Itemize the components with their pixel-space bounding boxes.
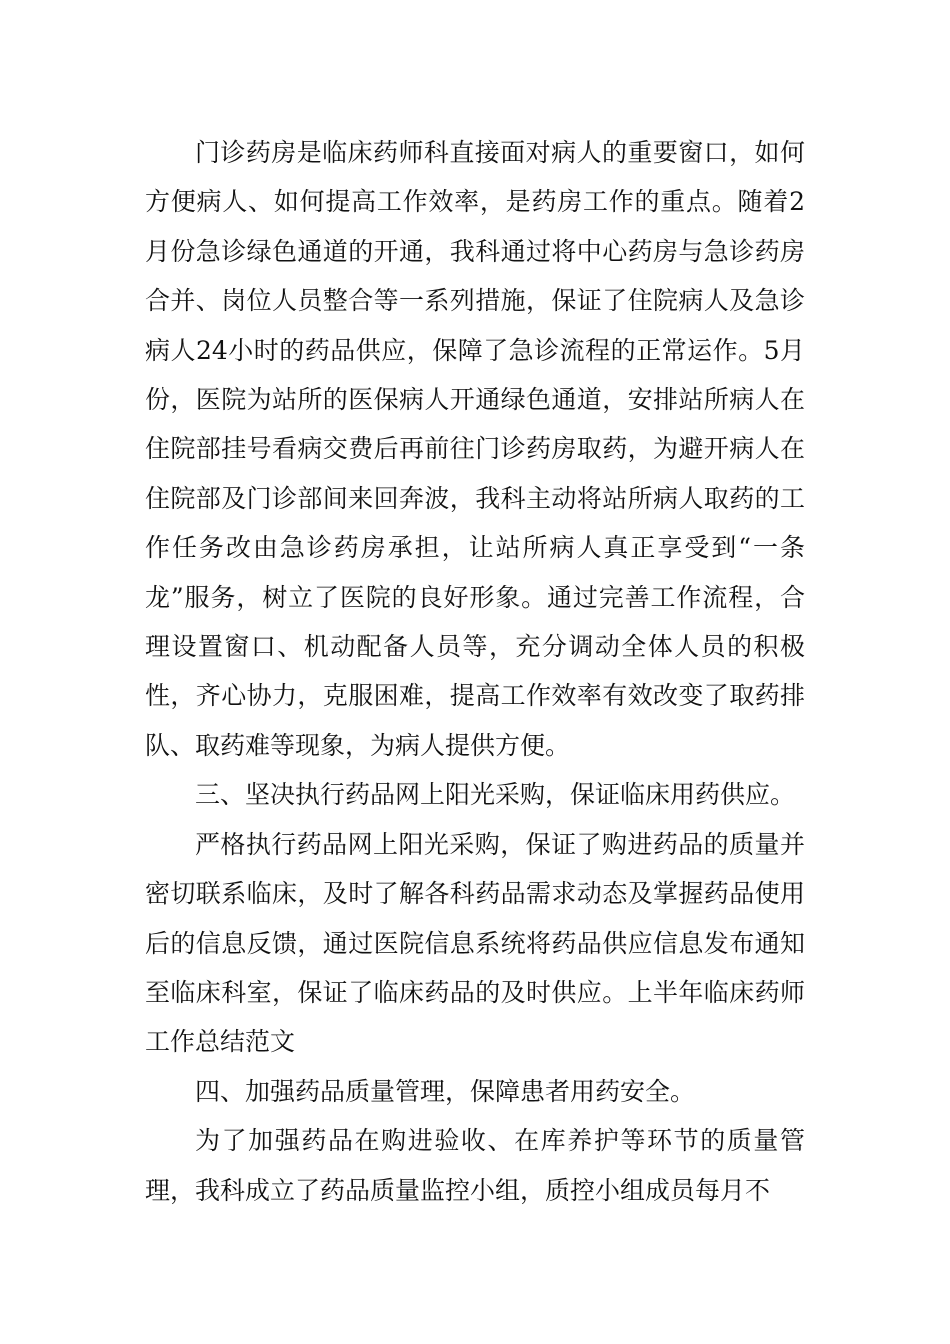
paragraph-quality-management: 为了加强药品在购进验收、在库养护等环节的质量管理，我科成立了药品质量监控小组，质控小组成员每月不 — [145, 1126, 805, 1205]
section-heading-3: 三、坚决执行药品网上阳光采购，保证临床用药供应。 — [195, 780, 796, 810]
paragraph-outpatient-pharmacy: 门诊药房是临床药师科直接面对病人的重要窗口，如何方便病人、如何提高工作效率，是药房工作的重点。随着2月份急诊绿色通道的开通，我科通过将中心药房与急诊药房合并、岗位人员整合等一系列措施，保证了住院病人及急诊病人24小时的药品供应，保障了急诊流程的正常运作。5月份，医院为站所的医保病人开通绿色通道，安排站所病人在住院部挂号看病交费后再前往门诊药房取药，为避开病人在住院部及门诊部间来回奔波，我科主动将站所病人取药的工作任务改由急诊药房承担，让站所病人真正享受到“一条龙”服务，树立了医院的良好形象。通过完善工作流程，合理设置窗口、机动配备人员等，充分调动全体人员的积极性，齐心协力，克服困难，提高工作效率有效改变了取药排队、取药难等现象，为病人提供方便。 — [145, 138, 805, 760]
document-page — [145, 128, 805, 1215]
paragraph-procurement: 严格执行药品网上阳光采购，保证了购进药品的质量并密切联系临床，及时了解各科药品需求动态及掌握药品使用后的信息反馈，通过医院信息系统将药品供应信息发布通知至临床科室，保证了临床药品的及时供应。上半年临床药师工作总结范文 — [145, 829, 805, 1057]
section-heading-4: 四、加强药品质量管理，保障患者用药安全。 — [195, 1076, 696, 1106]
